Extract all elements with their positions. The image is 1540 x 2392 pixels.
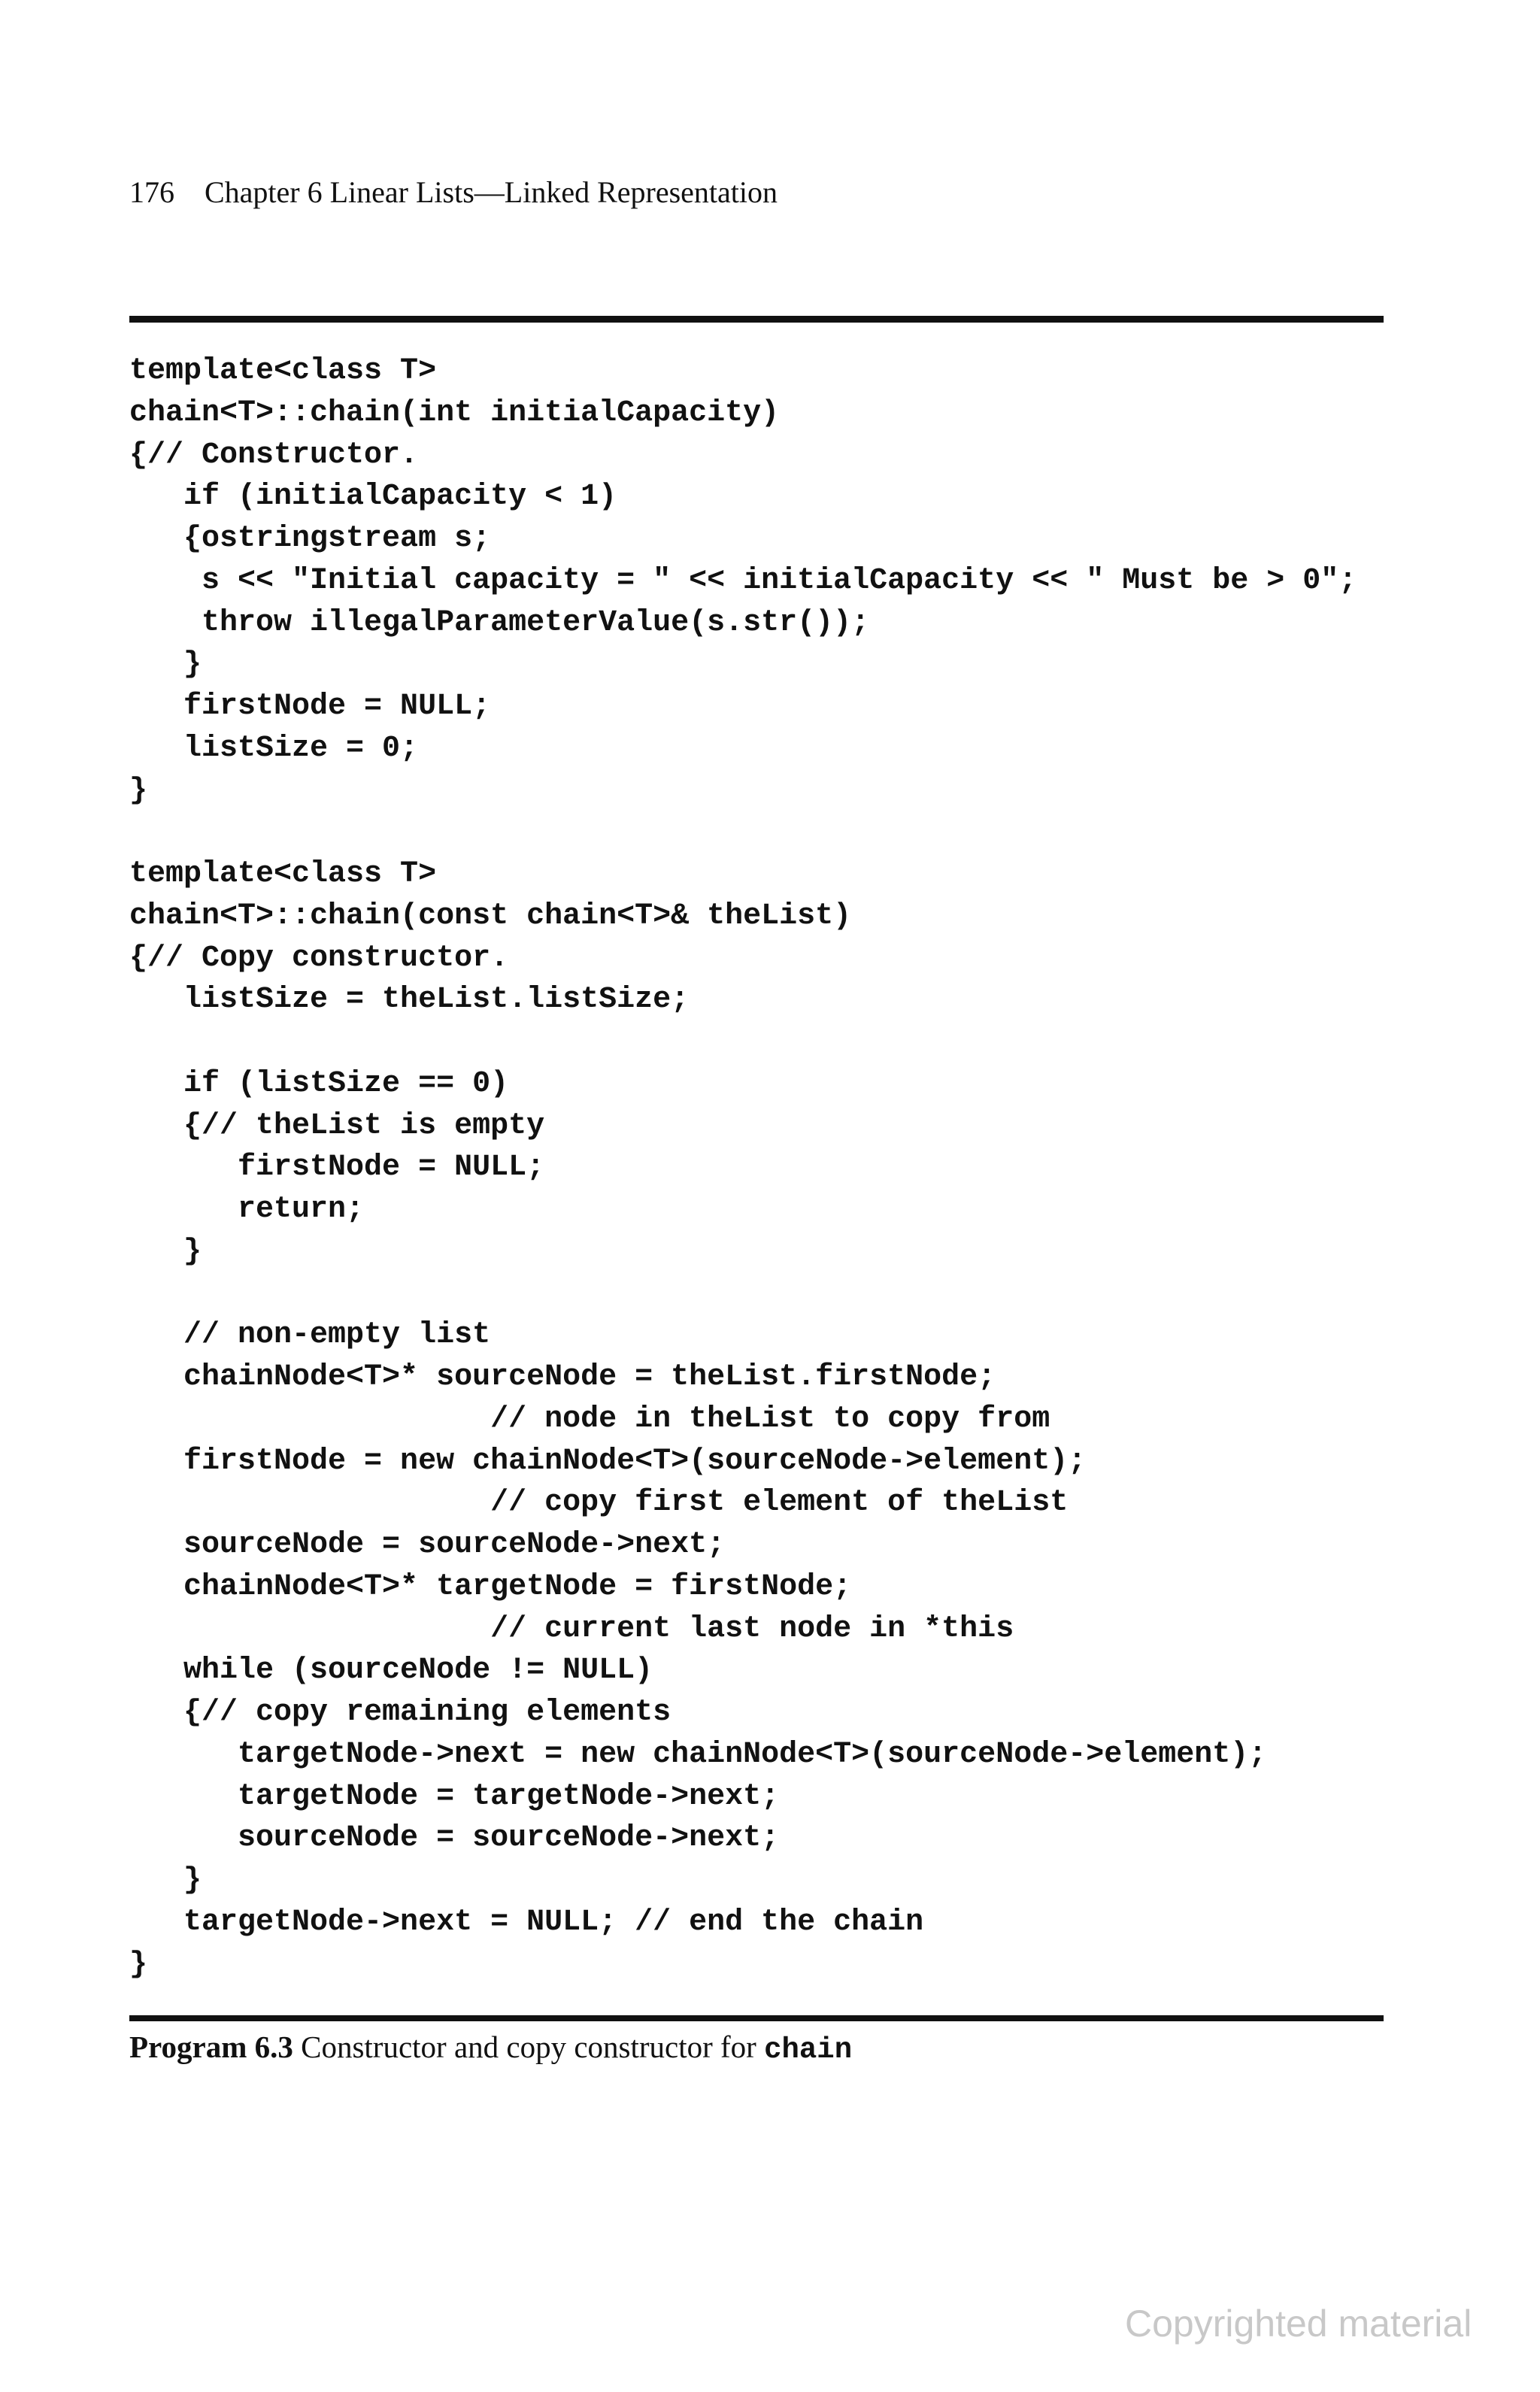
code-line: // non-empty list (129, 1318, 491, 1353)
code-line: sourceNode = sourceNode->next; (129, 1528, 726, 1562)
code-listing (129, 350, 1357, 1985)
code-line: listSize = theList.listSize; (129, 983, 690, 1017)
code-line: targetNode->next = new chainNode<T>(sourceNode->element); (129, 1737, 1267, 1772)
code-line: chain<T>::chain(const chain<T>& theList) (129, 899, 852, 933)
code-line: firstNode = NULL; (129, 690, 491, 723)
code-line: targetNode->next = NULL; // end the chain (129, 1905, 924, 1939)
code-line: chain<T>::chain(int initialCapacity) (129, 396, 780, 430)
code-line (129, 1273, 1357, 1315)
code-line: } (129, 1863, 202, 1897)
code-line: template<class T> (129, 857, 437, 891)
caption-label: Program 6.3 (129, 2030, 293, 2064)
code-line: // current last node in *this (129, 1611, 1014, 1646)
copyright-watermark: Copyrighted material (1125, 2303, 1472, 2345)
code-line: sourceNode = sourceNode->next; (129, 1821, 780, 1856)
code-line: {ostringstream s; (129, 522, 491, 556)
code-line: {// Copy constructor. (129, 941, 509, 975)
running-head (129, 171, 778, 214)
code-line: s << "Initial capacity = " << initialCapacity << " Must be > 0"; (129, 563, 1357, 598)
program-top-rule (129, 316, 1384, 323)
code-line (129, 1021, 1357, 1063)
code-line: listSize = 0; (129, 731, 419, 766)
code-line: // copy first element of theList (129, 1486, 1069, 1520)
code-line: // node in theList to copy from (129, 1402, 1050, 1436)
code-line: } (129, 1947, 148, 1981)
code-line: while (sourceNode != NULL) (129, 1654, 653, 1688)
code-line: } (129, 647, 202, 682)
code-line: } (129, 773, 148, 808)
code-line: } (129, 1234, 202, 1269)
code-line: if (listSize == 0) (129, 1066, 509, 1101)
code-line: chainNode<T>* sourceNode = theList.firstNode; (129, 1360, 996, 1394)
code-line: firstNode = NULL; (129, 1151, 545, 1185)
caption-text: Constructor and copy constructor for (301, 2030, 756, 2064)
code-line: targetNode = targetNode->next; (129, 1779, 780, 1814)
page-number: 176 (129, 175, 174, 209)
code-line: {// theList is empty (129, 1108, 545, 1143)
code-line: {// copy remaining elements (129, 1696, 671, 1730)
code-line (129, 811, 1357, 853)
code-line: {// Constructor. (129, 438, 419, 472)
code-line: firstNode = new chainNode<T>(sourceNode->element); (129, 1444, 1087, 1478)
code-line: chainNode<T>* targetNode = firstNode; (129, 1569, 852, 1604)
running-title: Chapter 6 Linear Lists—Linked Representation (205, 175, 778, 209)
code-line: return; (129, 1193, 365, 1226)
program-caption (129, 2026, 852, 2071)
code-line: throw illegalParameterValue(s.str()); (129, 605, 870, 640)
program-bottom-rule (129, 2015, 1384, 2021)
code-line: template<class T> (129, 354, 437, 388)
caption-identifier: chain (764, 2033, 853, 2066)
code-line: if (initialCapacity < 1) (129, 480, 617, 514)
